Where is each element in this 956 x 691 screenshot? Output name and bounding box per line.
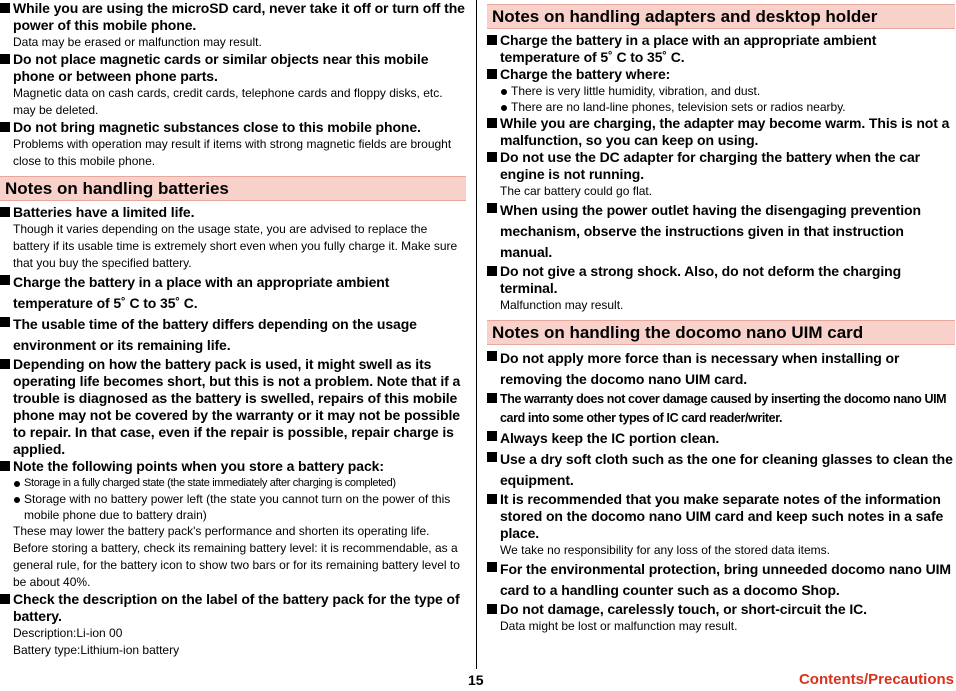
uim-clean-note <box>487 428 955 449</box>
note-title: While you are using the microSD card, never take it off or turn off the power of this mobile phone. <box>13 0 465 33</box>
square-bullet-icon <box>487 35 497 45</box>
magnetic-substances-note <box>0 119 466 170</box>
note-title: It is recommended that you make separate notes of the information stored on the docomo nano UIM card and keep such notes in a safe place. <box>500 491 944 541</box>
uim-cloth-note <box>487 449 955 491</box>
square-bullet-icon <box>0 461 10 471</box>
square-bullet-icon <box>0 275 10 285</box>
battery-usable-time-note <box>0 314 466 356</box>
square-bullet-icon <box>487 118 497 128</box>
battery-charge-temperature-note <box>0 272 466 314</box>
note-body: Data might be lost or malfunction may result. <box>500 619 738 633</box>
square-bullet-icon <box>487 393 497 403</box>
square-bullet-icon <box>0 3 10 13</box>
note-title: Do not damage, carelessly touch, or short-circuit the IC. <box>500 601 867 617</box>
note-body: These may lower the battery pack's performance and shorten its operating life. Before storing a battery, check its remaining battery level: it is recommendable, as a general rule, for the battery icon to show two bars or for its remaining battery level to be about 40%. <box>13 524 460 589</box>
square-bullet-icon <box>487 431 497 441</box>
contents-precautions-link[interactable]: Contents/Precautions <box>798 671 954 688</box>
note-title: Do not use the DC adapter for charging the battery when the car engine is not running. <box>500 149 920 182</box>
column-divider <box>476 0 477 669</box>
note-body: Problems with operation may result if items with strong magnetic fields are brought close to this mobile phone. <box>13 137 452 168</box>
note-body: We take no responsibility for any loss of the stored data items. <box>500 543 830 557</box>
uim-force-note <box>487 348 955 390</box>
note-body: Magnetic data on cash cards, credit cards, telephone cards and floppy disks, etc. may be deleted. <box>13 86 443 117</box>
square-bullet-icon <box>0 594 10 604</box>
note-body: The car battery could go flat. <box>500 184 653 198</box>
microsd-note <box>0 0 466 51</box>
uim-environment-note <box>487 559 955 601</box>
square-bullet-icon <box>487 351 497 361</box>
square-bullet-icon <box>487 494 497 504</box>
square-bullet-icon <box>487 203 497 213</box>
note-title: For the environmental protection, bring unneeded docomo nano UIM card to a handling counter such as a docomo Shop. <box>500 561 951 598</box>
right-column <box>487 0 955 635</box>
square-bullet-icon <box>487 152 497 162</box>
note-title: Check the description on the label of the battery pack for the type of battery. <box>13 591 460 624</box>
note-title: Do not bring magnetic substances close to this mobile phone. <box>13 119 421 135</box>
battery-type-line: Battery type:Lithium-ion battery <box>13 643 180 657</box>
list-item: Storage with no battery power left (the state you cannot turn on the power of this mobile phone due to battery drain) <box>13 491 466 523</box>
note-title: Charge the battery where: <box>500 66 671 82</box>
battery-swell-note <box>0 356 466 458</box>
square-bullet-icon <box>0 317 10 327</box>
page-number: 15 <box>468 672 484 688</box>
note-title: Batteries have a limited life. <box>13 204 195 220</box>
note-body: Data may be erased or malfunction may result. <box>13 35 262 49</box>
square-bullet-icon <box>487 69 497 79</box>
square-bullet-icon <box>0 122 10 132</box>
battery-description-line: Description:Li-ion 00 <box>13 626 123 640</box>
adapter-warm-note <box>487 115 955 149</box>
adapter-charge-where-note <box>487 66 955 115</box>
square-bullet-icon <box>0 207 10 217</box>
note-title: The warranty does not cover damage caused by inserting the docomo nano UIM card into some other types of IC card reader/writer. <box>500 392 947 425</box>
magnetic-cards-note <box>0 51 466 119</box>
uim-warranty-note <box>487 390 955 428</box>
uim-heading: Notes on handling the docomo nano UIM card <box>487 320 955 345</box>
square-bullet-icon <box>487 604 497 614</box>
list-item: There is very little humidity, vibration, and dust. <box>500 83 955 99</box>
note-title: Always keep the IC portion clean. <box>500 430 720 446</box>
note-title: Depending on how the battery pack is used, it might swell as its operating life becomes short, but this is not a problem. Note that if a trouble is diagnosed as the battery is swelled, repairs of this mobile phone may not be covered by the warranty or it may not be possible to repair. In that case, even if the repair is possible, repair charge is applied. <box>13 356 461 457</box>
note-title: Charge the battery in a place with an appropriate ambient temperature of 5˚ C to 35˚ C. <box>13 274 390 311</box>
battery-limited-life-note <box>0 204 466 272</box>
square-bullet-icon <box>0 54 10 64</box>
square-bullet-icon <box>0 359 10 369</box>
battery-storage-note <box>0 458 466 591</box>
uim-notes-note <box>487 491 955 559</box>
note-body: Though it varies depending on the usage state, you are advised to replace the battery if its usable time is extremely short even when you fully charge it. Make sure that you buy the specified battery. <box>13 222 458 270</box>
note-title: Do not place magnetic cards or similar objects near this mobile phone or between phone parts. <box>13 51 429 84</box>
adapter-charge-temperature-note <box>487 32 955 66</box>
charge-where-bullet-list <box>500 83 955 115</box>
note-body: Malfunction may result. <box>500 298 624 312</box>
adapters-heading: Notes on handling adapters and desktop holder <box>487 4 955 29</box>
note-title: While you are charging, the adapter may become warm. This is not a malfunction, so you can keep on using. <box>500 115 950 148</box>
note-title: Charge the battery in a place with an appropriate ambient temperature of 5˚ C to 35˚ C. <box>500 32 877 65</box>
power-outlet-note <box>487 200 955 263</box>
list-item: Storage in a fully charged state (the state immediately after charging is completed) <box>13 475 466 491</box>
note-title: Do not apply more force than is necessary when installing or removing the docomo nano UIM card. <box>500 350 900 387</box>
square-bullet-icon <box>487 452 497 462</box>
batteries-heading: Notes on handling batteries <box>0 176 466 201</box>
note-title: Note the following points when you store a battery pack: <box>13 458 384 474</box>
dc-adapter-note <box>487 149 955 200</box>
uim-damage-note <box>487 601 955 635</box>
storage-bullet-list <box>13 475 466 523</box>
note-title: The usable time of the battery differs depending on the usage environment or its remaining life. <box>13 316 417 353</box>
battery-label-note <box>0 591 466 659</box>
square-bullet-icon <box>487 562 497 572</box>
left-column <box>0 0 466 659</box>
note-title: When using the power outlet having the disengaging prevention mechanism, observe the instructions given in that instruction manual. <box>500 202 921 260</box>
square-bullet-icon <box>487 266 497 276</box>
strong-shock-note <box>487 263 955 314</box>
note-title: Use a dry soft cloth such as the one for cleaning glasses to clean the equipment. <box>500 451 953 488</box>
list-item: There are no land-line phones, television sets or radios nearby. <box>500 99 955 115</box>
note-title: Do not give a strong shock. Also, do not deform the charging terminal. <box>500 263 902 296</box>
